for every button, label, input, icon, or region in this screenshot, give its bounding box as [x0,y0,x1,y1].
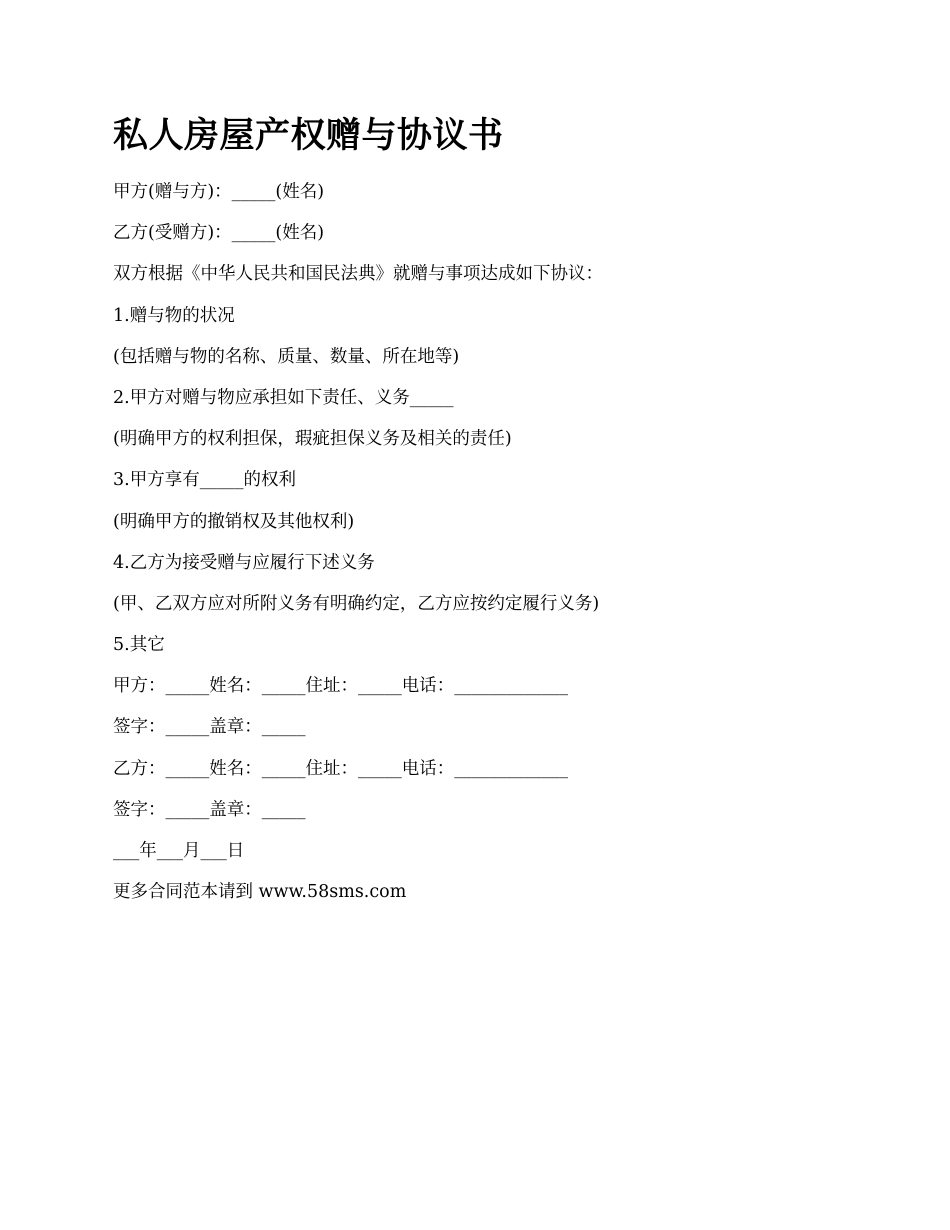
party-a-signature-line: 签字：_____盖章：_____ [113,717,306,738]
party-b-line: 乙方(受赠方)：_____(姓名) [113,223,325,244]
party-a-line: 甲方(赠与方)：_____(姓名) [113,182,325,202]
document-title: 私人房屋产权赠与协议书 [113,116,504,156]
clause-3-note: (明确甲方的撤销权及其他权利) [113,511,355,532]
clause-2-note: (明确甲方的权利担保，瑕疵担保义务及相关的责任) [113,429,512,450]
agreement-intro: 双方根据《中华人民共和国民法典》就赠与事项达成如下协议： [113,264,603,285]
clause-4-note: (甲、乙双方应对所附义务有明确约定，乙方应按约定履行义务) [113,593,600,614]
date-line: ___年___月___日 [113,841,245,861]
clause-3-heading: 3.甲方享有_____的权利 [113,470,296,491]
party-b-signature-line: 签字：_____盖章：_____ [113,799,306,820]
clause-4-heading: 4.乙方为接受赠与应履行下述义务 [113,552,375,573]
document-body [113,172,873,913]
clause-2-heading: 2.甲方对赠与物应承担如下责任、义务_____ [113,387,454,408]
clause-5-heading: 5.其它 [113,635,165,656]
clause-1-heading: 1.赠与物的状况 [113,305,235,326]
party-a-contact-line: 甲方：_____姓名：_____住址：_____电话：_____________ [113,676,568,697]
clause-1-note: (包括赠与物的名称、质量、数量、所在地等) [113,346,460,367]
party-b-contact-line: 乙方：_____姓名：_____住址：_____电话：_____________ [113,758,568,779]
footer-link-line: 更多合同范本请到 www.58sms.com [113,882,407,903]
